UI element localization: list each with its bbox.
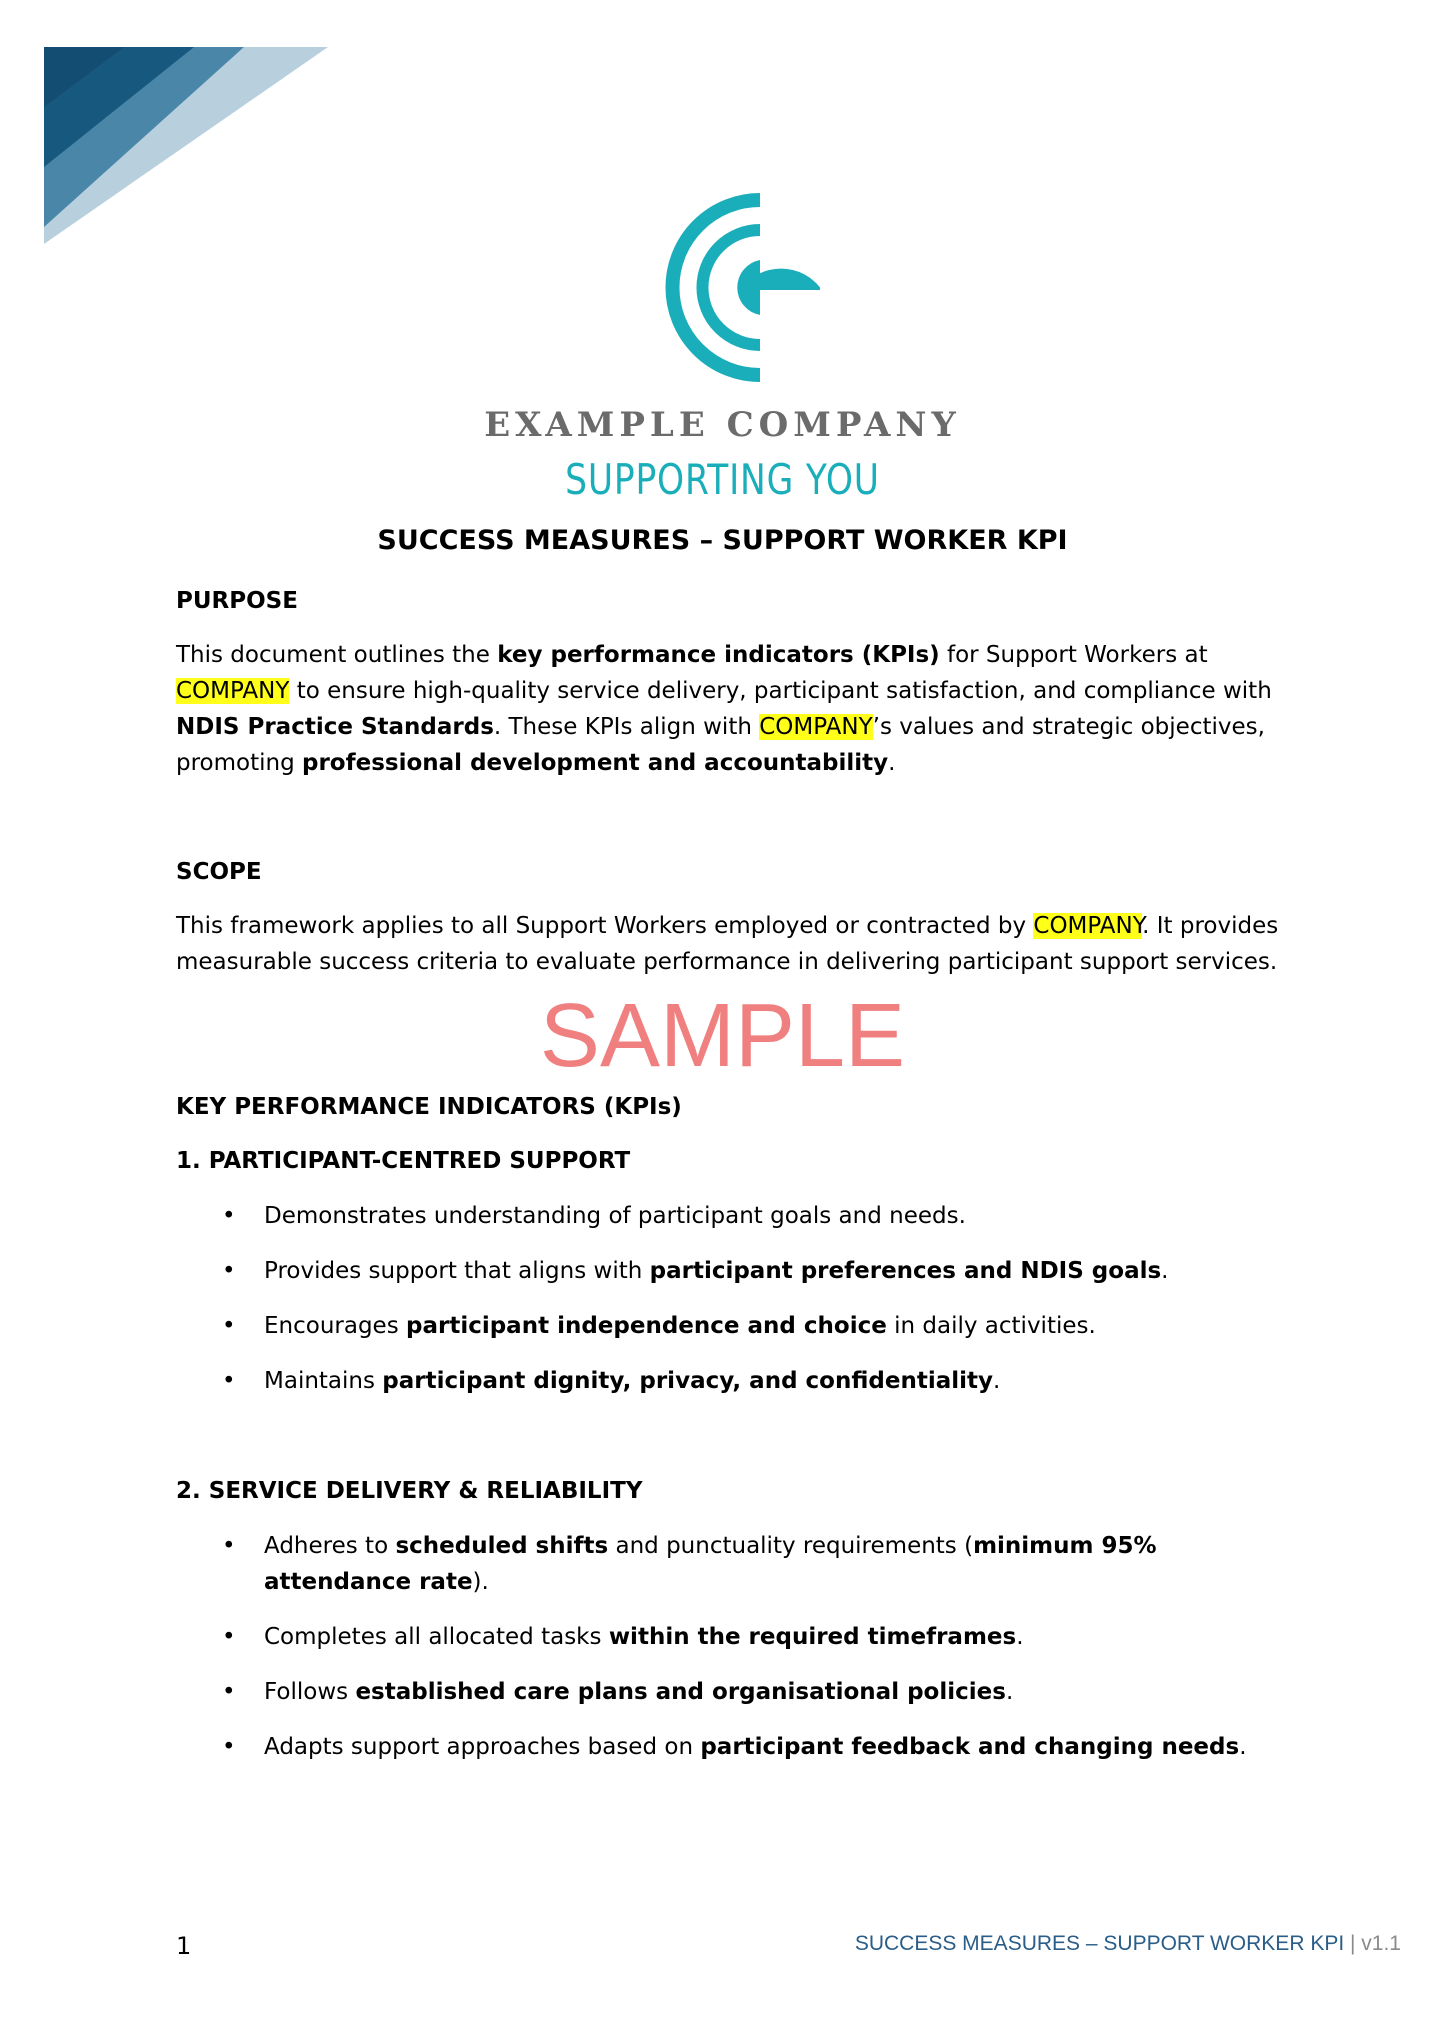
company-placeholder-highlight: COMPANY — [176, 678, 290, 704]
company-placeholder-highlight: COMPANY — [759, 714, 873, 740]
bullet-icon: • — [222, 1203, 236, 1229]
scope-heading: SCOPE — [176, 859, 262, 885]
document-title: SUCCESS MEASURES – SUPPORT WORKER KPI — [377, 525, 1068, 556]
scope-section — [176, 854, 1296, 980]
bullet-icon: • — [222, 1533, 236, 1559]
list-item: • Provides support that aligns with participant preferences and NDIS goals. — [176, 1253, 1296, 1289]
section-2-heading: 2. SERVICE DELIVERY & RELIABILITY — [176, 1478, 643, 1504]
bullet-icon: • — [222, 1368, 236, 1394]
footer-title: SUCCESS MEASURES – SUPPORT WORKER KPI | v1.1 — [854, 1932, 1401, 1955]
bullet-icon: • — [222, 1624, 236, 1650]
kpi-section — [176, 1089, 1296, 1418]
list-item: • Maintains participant dignity, privacy, and confidentiality. — [176, 1363, 1296, 1399]
list-item: • Follows established care plans and organisational policies. — [176, 1674, 1296, 1710]
scope-paragraph: This framework applies to all Support Workers employed or contracted by COMPANY. It provides measurable success criteria to evaluate performance in delivering participant support services. — [176, 913, 1279, 975]
section-2 — [176, 1473, 1296, 1784]
list-item: • Encourages participant independence and choice in daily activities. — [176, 1308, 1296, 1344]
bullet-icon: • — [222, 1313, 236, 1339]
list-item: • Adapts support approaches based on participant feedback and changing needs. — [176, 1729, 1296, 1765]
bullet-icon: • — [222, 1734, 236, 1760]
page-number: 1 — [176, 1932, 192, 1960]
kpi-heading: KEY PERFORMANCE INDICATORS (KPIs) — [176, 1094, 682, 1120]
section-1-list — [176, 1198, 1296, 1399]
version-label: v1.1 — [1361, 1932, 1401, 1955]
purpose-heading: PURPOSE — [176, 588, 298, 614]
concentric-arc-logo-icon — [640, 185, 820, 385]
company-placeholder-highlight: COMPANY — [1033, 913, 1143, 939]
section-1-heading: 1. PARTICIPANT-CENTRED SUPPORT — [176, 1148, 631, 1174]
sample-watermark: SAMPLE — [539, 986, 906, 1086]
corner-decoration — [44, 47, 328, 244]
bullet-icon: • — [222, 1258, 236, 1284]
bullet-icon: • — [222, 1679, 236, 1705]
list-item: • Completes all allocated tasks within the required timeframes. — [176, 1619, 1296, 1655]
company-name: EXAMPLE COMPANY — [484, 405, 961, 445]
list-item: • Adheres to scheduled shifts and punctuality requirements (minimum 95% attendance rate). — [176, 1528, 1296, 1600]
section-2-list — [176, 1528, 1296, 1765]
list-item: • Demonstrates understanding of participant goals and needs. — [176, 1198, 1296, 1234]
purpose-section — [176, 583, 1296, 781]
company-tagline: SUPPORTING YOU — [565, 455, 880, 504]
purpose-paragraph: This document outlines the key performance indicators (KPIs) for Support Workers at COMPANY to ensure high-quality service delivery, participant satisfaction, and compliance with NDIS Practice Standards. These KPIs align with COMPANY’s values and strategic objectives, promoting professional development and accountability. — [176, 642, 1272, 776]
